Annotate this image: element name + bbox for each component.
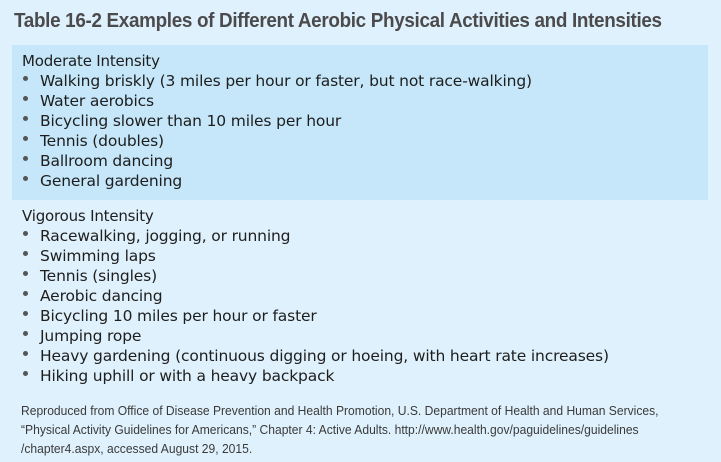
vigorous-intensity-section [12,200,708,386]
table-title: Table 16-2 Examples of Different Aerobic Physical Activities and Intensities [14,9,662,32]
list-item-text: Walking briskly (3 miles per hour or faster, but not race-walking) [40,72,532,90]
bullet-icon [23,136,28,141]
bullet-icon [23,351,28,356]
list-item-text: General gardening [40,172,183,190]
list-item [22,346,708,366]
list-item [22,71,708,91]
bullet-icon [23,251,28,256]
list-item [22,266,708,286]
bullet-icon [23,176,28,181]
footnote-line: “Physical Activity Guidelines for Americans,” Chapter 4: Active Adults. http://www.health.gov/paguidelines/guidelines [21,422,639,437]
list-item-text: Aerobic dancing [40,287,163,305]
vigorous-activity-list [22,226,708,386]
moderate-intensity-section [12,45,708,200]
bullet-icon [23,271,28,276]
list-item-text: Tennis (doubles) [40,132,164,150]
section-heading-moderate: Moderate Intensity [22,52,160,70]
bullet-icon [23,116,28,121]
list-item [22,326,708,346]
list-item-text: Bicycling 10 miles per hour or faster [40,307,317,325]
list-item-text: Hiking uphill or with a heavy backpack [40,367,335,385]
bullet-icon [23,96,28,101]
bullet-icon [23,371,28,376]
list-item [22,306,708,326]
bullet-icon [23,331,28,336]
moderate-activity-list [22,71,708,191]
list-item [22,171,708,191]
bullet-icon [23,311,28,316]
bullet-icon [23,291,28,296]
footnote-line: /chapter4.aspx, accessed August 29, 2015. [21,441,253,456]
list-item-text: Water aerobics [40,92,154,110]
list-item [22,286,708,306]
list-item-text: Bicycling slower than 10 miles per hour [40,112,342,130]
list-item [22,226,708,246]
list-item-text: Heavy gardening (continuous digging or hoeing, with heart rate increases) [40,347,609,365]
bullet-icon [23,76,28,81]
list-item-text: Jumping rope [40,327,142,345]
list-item-text: Racewalking, jogging, or running [40,227,291,245]
list-item-text: Swimming laps [40,247,156,265]
list-item [22,151,708,171]
footnote-line: Reproduced from Office of Disease Prevention and Health Promotion, U.S. Department of Health and Human Services, [21,403,659,418]
list-item [22,131,708,151]
source-footnote [21,401,663,458]
list-item [22,111,708,131]
list-item-text: Ballroom dancing [40,152,174,170]
bullet-icon [23,231,28,236]
list-item [22,366,708,386]
section-heading-vigorous: Vigorous Intensity [22,207,154,225]
bullet-icon [23,156,28,161]
list-item [22,91,708,111]
list-item-text: Tennis (singles) [40,267,157,285]
list-item [22,246,708,266]
